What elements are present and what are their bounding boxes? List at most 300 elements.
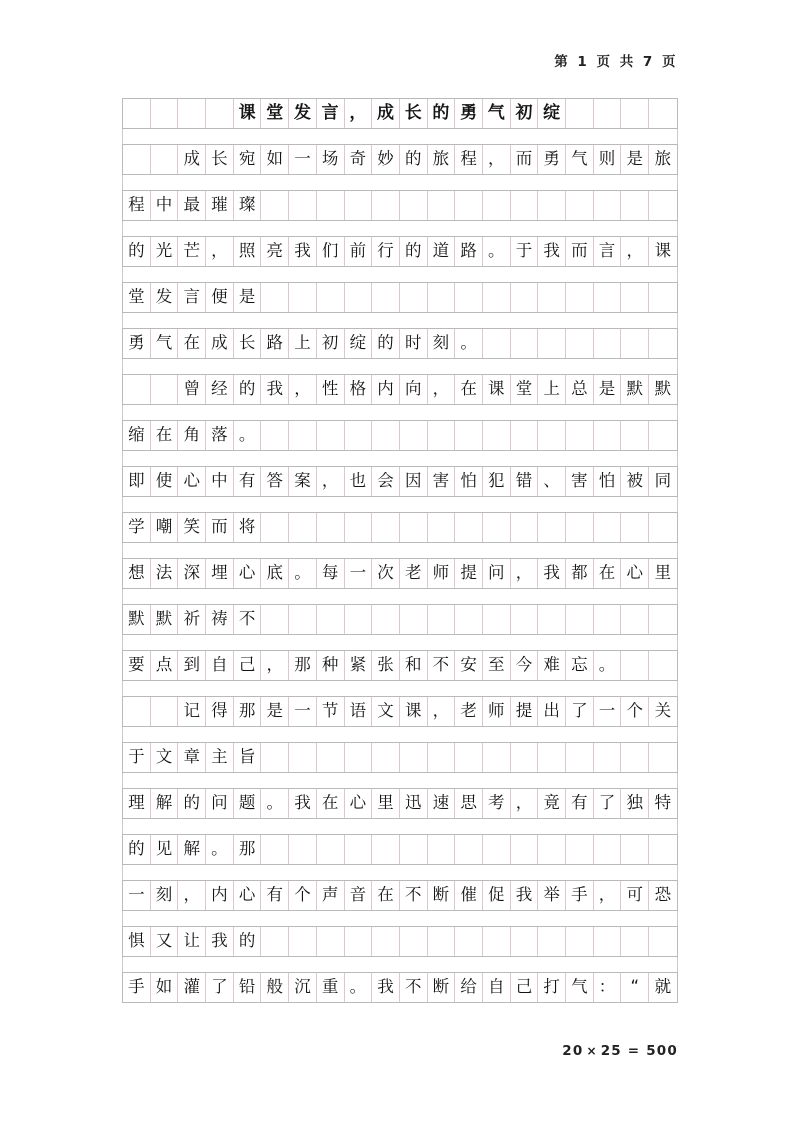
grid-cell-empty xyxy=(289,605,317,634)
grid-cell-char: 问 xyxy=(483,559,511,588)
grid-cell-char: 了 xyxy=(566,697,594,726)
grid-cell-empty xyxy=(621,513,649,542)
grid-cell-empty xyxy=(621,743,649,772)
grid-cell-char: 害 xyxy=(428,467,456,496)
manuscript-row-gutter xyxy=(122,865,678,880)
grid-cell-empty xyxy=(538,513,566,542)
grid-cell-char: 的 xyxy=(234,927,262,956)
grid-cell-empty xyxy=(538,283,566,312)
grid-cell-char: 答 xyxy=(261,467,289,496)
grid-cell-char: 上 xyxy=(538,375,566,404)
manuscript-row-gutter xyxy=(122,911,678,926)
grid-cell-char: 惧 xyxy=(123,927,151,956)
grid-cell-empty xyxy=(511,421,539,450)
grid-cell-char: 格 xyxy=(345,375,373,404)
grid-cell-char: 学 xyxy=(123,513,151,542)
grid-cell-char: 断 xyxy=(428,881,456,910)
grid-cell-empty xyxy=(261,513,289,542)
grid-cell-char: 一 xyxy=(345,559,373,588)
grid-cell-char: 一 xyxy=(289,697,317,726)
grid-cell-empty xyxy=(511,835,539,864)
grid-cell-char: 祷 xyxy=(206,605,234,634)
grid-cell-char: 。 xyxy=(455,329,483,358)
grid-cell-empty xyxy=(455,283,483,312)
grid-cell-empty xyxy=(123,697,151,726)
grid-cell-char: 课 xyxy=(483,375,511,404)
grid-cell-char: 关 xyxy=(654,701,672,721)
grid-cell-empty xyxy=(261,835,289,864)
grid-cell-empty xyxy=(594,513,622,542)
grid-cell-char: ， xyxy=(289,375,317,404)
grid-cell-char: 于 xyxy=(511,237,539,266)
grid-cell-empty xyxy=(511,605,539,634)
grid-cell-empty xyxy=(621,191,649,220)
grid-cell-char: 手 xyxy=(123,973,151,1002)
grid-cell-char: 每 xyxy=(317,559,345,588)
manuscript-row-gutter xyxy=(122,635,678,650)
grid-cell-char: 总 xyxy=(566,375,594,404)
grid-cell-char: 老 xyxy=(455,697,483,726)
grid-cell-char: 被 xyxy=(621,467,649,496)
grid-cell-char: 初 xyxy=(317,329,345,358)
grid-cell-empty xyxy=(400,421,428,450)
grid-cell-empty xyxy=(649,927,677,956)
grid-cell-char: 绽 xyxy=(538,99,566,128)
footer-equals: = xyxy=(627,1043,641,1059)
grid-cell-char: 也 xyxy=(345,467,373,496)
grid-cell-char: 宛 xyxy=(234,145,262,174)
grid-cell-char: 使 xyxy=(151,467,179,496)
grid-cell-empty xyxy=(566,283,594,312)
grid-cell-empty xyxy=(123,145,151,174)
grid-cell-char: 如 xyxy=(151,973,179,1002)
grid-cell-char: 程 xyxy=(123,191,151,220)
grid-cell-char: 成 xyxy=(372,99,400,128)
grid-cell-char: 促 xyxy=(483,881,511,910)
grid-cell-empty xyxy=(428,835,456,864)
grid-cell-char: 师 xyxy=(483,697,511,726)
grid-cell-char: 因 xyxy=(400,467,428,496)
grid-cell-empty xyxy=(483,927,511,956)
grid-cell-char: 我 xyxy=(538,237,566,266)
grid-cell-char: 举 xyxy=(538,881,566,910)
grid-cell-char: 那 xyxy=(234,835,262,864)
grid-cell-char: 催 xyxy=(455,881,483,910)
grid-cell-char: 怕 xyxy=(594,467,622,496)
grid-cell-empty xyxy=(151,99,179,128)
grid-cell-empty xyxy=(483,421,511,450)
grid-cell-char: 便 xyxy=(206,283,234,312)
grid-cell-char: 堂 xyxy=(261,99,289,128)
grid-cell-char: 而 xyxy=(566,237,594,266)
grid-cell-empty xyxy=(428,743,456,772)
grid-cell-empty xyxy=(483,743,511,772)
grid-cell-char: 自 xyxy=(206,651,234,680)
grid-cell-char: 铅 xyxy=(234,973,262,1002)
grid-cell-char: 、 xyxy=(538,467,566,496)
grid-cell-char: ， xyxy=(345,99,373,128)
grid-cell-char: 刻 xyxy=(151,881,179,910)
grid-cell-empty xyxy=(372,283,400,312)
manuscript-text-row xyxy=(122,190,678,221)
grid-cell-char: 光 xyxy=(151,237,179,266)
grid-cell-char: ， xyxy=(511,789,539,818)
manuscript-row-gutter xyxy=(122,773,678,788)
grid-cell-char: 想 xyxy=(123,559,151,588)
grid-cell-empty xyxy=(538,927,566,956)
grid-cell-char: 张 xyxy=(372,651,400,680)
grid-cell-char: ， xyxy=(483,145,511,174)
grid-cell-char: 向 xyxy=(400,375,428,404)
grid-cell-char: 音 xyxy=(345,881,373,910)
grid-cell-char: 如 xyxy=(261,145,289,174)
grid-cell-char: 的 xyxy=(178,789,206,818)
grid-cell-char: 的 xyxy=(123,237,151,266)
manuscript-row-gutter xyxy=(122,359,678,374)
grid-cell-empty xyxy=(372,835,400,864)
manuscript-text-row xyxy=(122,972,678,1003)
grid-cell-char: 绽 xyxy=(345,329,373,358)
grid-cell-char: 思 xyxy=(455,789,483,818)
grid-cell-empty xyxy=(372,605,400,634)
grid-cell-char: 见 xyxy=(151,835,179,864)
grid-cell-empty xyxy=(317,283,345,312)
footer-total: 500 xyxy=(646,1043,678,1059)
manuscript-row-gutter xyxy=(122,957,678,972)
grid-cell-empty xyxy=(206,99,234,128)
grid-cell-char: 言 xyxy=(594,237,622,266)
grid-cell-char: 在 xyxy=(372,881,400,910)
manuscript-text-row xyxy=(122,696,678,727)
grid-cell-empty xyxy=(594,191,622,220)
grid-cell-empty xyxy=(261,421,289,450)
grid-cell-char: 不 xyxy=(234,605,262,634)
manuscript-row-gutter xyxy=(122,451,678,466)
grid-cell-char: 记 xyxy=(178,697,206,726)
grid-cell-empty xyxy=(511,513,539,542)
grid-cell-empty xyxy=(621,605,649,634)
grid-cell-char: 祈 xyxy=(178,605,206,634)
grid-cell-char: 是 xyxy=(234,283,262,312)
grid-cell-char: 是 xyxy=(261,697,289,726)
manuscript-text-row xyxy=(122,512,678,543)
grid-cell-char: 即 xyxy=(123,467,151,496)
manuscript-text-row xyxy=(122,926,678,957)
grid-cell-char: 嘲 xyxy=(151,513,179,542)
grid-cell-char: 的 xyxy=(234,375,262,404)
grid-cell-char: 提 xyxy=(511,697,539,726)
grid-cell-char: 落 xyxy=(206,421,234,450)
grid-cell-char: 默 xyxy=(621,375,649,404)
grid-cell-empty xyxy=(621,927,649,956)
grid-cell-char: 点 xyxy=(151,651,179,680)
grid-cell-empty xyxy=(455,421,483,450)
grid-cell-char: 在 xyxy=(455,375,483,404)
grid-cell-char: 性 xyxy=(317,375,345,404)
grid-cell-empty xyxy=(289,421,317,450)
grid-cell-char: 在 xyxy=(594,559,622,588)
grid-cell-char: 灌 xyxy=(178,973,206,1002)
grid-cell-char: 心 xyxy=(345,789,373,818)
grid-cell-char: 章 xyxy=(178,743,206,772)
grid-cell-empty xyxy=(345,605,373,634)
grid-cell-char: 堂 xyxy=(123,283,151,312)
grid-cell-empty xyxy=(289,835,317,864)
grid-cell-char: 成 xyxy=(206,329,234,358)
grid-cell-char: 要 xyxy=(123,651,151,680)
grid-cell-empty xyxy=(566,99,594,128)
grid-cell-char: 内 xyxy=(206,881,234,910)
grid-cell-char: 。 xyxy=(234,421,262,450)
grid-cell-char: 勇 xyxy=(538,145,566,174)
grid-cell-char: 照 xyxy=(234,237,262,266)
grid-cell-char: 成 xyxy=(178,145,206,174)
grid-cell-char: 课 xyxy=(234,99,262,128)
grid-cell-char: 在 xyxy=(317,789,345,818)
grid-cell-empty xyxy=(428,421,456,450)
grid-cell-char: ， xyxy=(261,651,289,680)
grid-cell-empty xyxy=(455,191,483,220)
grid-cell-char: 行 xyxy=(372,237,400,266)
grid-cell-empty xyxy=(594,329,622,358)
manuscript-row-gutter xyxy=(122,405,678,420)
grid-cell-char: 程 xyxy=(455,145,483,174)
grid-cell-char: 恐 xyxy=(654,885,672,905)
grid-cell-empty xyxy=(483,513,511,542)
grid-cell-char: ， xyxy=(206,237,234,266)
grid-cell-char: 气 xyxy=(483,99,511,128)
grid-cell-empty xyxy=(289,283,317,312)
manuscript-row-gutter xyxy=(122,497,678,512)
grid-cell-empty xyxy=(566,605,594,634)
grid-cell-char: 默 xyxy=(654,379,672,399)
grid-cell-char: 璀 xyxy=(206,191,234,220)
grid-cell-char: 解 xyxy=(151,789,179,818)
grid-cell-char: 今 xyxy=(511,651,539,680)
grid-cell-char: 同 xyxy=(654,471,672,491)
grid-cell-char: 笑 xyxy=(178,513,206,542)
grid-cell-empty xyxy=(400,191,428,220)
manuscript-text-row xyxy=(122,328,678,359)
grid-cell-char: 堂 xyxy=(511,375,539,404)
grid-count-footer xyxy=(562,1043,678,1059)
grid-cell-char: ， xyxy=(428,375,456,404)
grid-cell-empty xyxy=(317,743,345,772)
grid-cell-char: 默 xyxy=(151,605,179,634)
grid-cell-empty xyxy=(317,927,345,956)
grid-cell-char: 到 xyxy=(178,651,206,680)
grid-cell-char: 自 xyxy=(483,973,511,1002)
grid-cell-char: 个 xyxy=(289,881,317,910)
grid-cell-char: 老 xyxy=(400,559,428,588)
grid-cell-empty xyxy=(317,605,345,634)
manuscript-row-gutter xyxy=(122,589,678,604)
grid-cell-empty xyxy=(649,99,677,128)
grid-cell-char: 问 xyxy=(206,789,234,818)
grid-cell-char: 文 xyxy=(372,697,400,726)
grid-cell-empty xyxy=(372,421,400,450)
grid-cell-empty xyxy=(621,651,649,680)
manuscript-text-row xyxy=(122,374,678,405)
grid-cell-char: 次 xyxy=(372,559,400,588)
grid-cell-char: 理 xyxy=(123,789,151,818)
manuscript-text-row xyxy=(122,604,678,635)
grid-cell-empty xyxy=(151,375,179,404)
grid-cell-char: 亮 xyxy=(261,237,289,266)
grid-cell-char: 将 xyxy=(234,513,262,542)
grid-cell-empty xyxy=(566,421,594,450)
grid-cell-char: 经 xyxy=(206,375,234,404)
grid-cell-char: 法 xyxy=(151,559,179,588)
grid-cell-char: 沉 xyxy=(289,973,317,1002)
grid-cell-char: 文 xyxy=(151,743,179,772)
grid-cell-char: 芒 xyxy=(178,237,206,266)
manuscript-grid xyxy=(122,98,678,1003)
grid-cell-empty xyxy=(649,191,677,220)
grid-cell-char: 有 xyxy=(566,789,594,818)
grid-cell-char: 课 xyxy=(654,241,672,261)
grid-cell-char: 紧 xyxy=(345,651,373,680)
grid-cell-char: ， xyxy=(428,697,456,726)
grid-cell-empty xyxy=(428,605,456,634)
grid-cell-empty xyxy=(455,835,483,864)
grid-cell-char: 。 xyxy=(261,789,289,818)
grid-cell-char: 长 xyxy=(234,329,262,358)
grid-cell-empty xyxy=(594,605,622,634)
grid-cell-char: 难 xyxy=(538,651,566,680)
grid-cell-char: 一 xyxy=(594,697,622,726)
grid-cell-char: 言 xyxy=(317,99,345,128)
manuscript-text-row xyxy=(122,742,678,773)
grid-cell-char: 我 xyxy=(372,973,400,1002)
grid-cell-empty xyxy=(594,421,622,450)
grid-cell-empty xyxy=(483,329,511,358)
grid-cell-char: 的 xyxy=(123,835,151,864)
grid-cell-char: 奇 xyxy=(345,145,373,174)
grid-cell-char: 不 xyxy=(428,651,456,680)
grid-cell-empty xyxy=(151,697,179,726)
grid-cell-char: 打 xyxy=(538,973,566,1002)
grid-cell-empty xyxy=(538,743,566,772)
grid-cell-char: 师 xyxy=(428,559,456,588)
grid-cell-char: 内 xyxy=(372,375,400,404)
grid-cell-char: 。 xyxy=(345,973,373,1002)
grid-cell-empty xyxy=(649,835,677,864)
grid-cell-char: 最 xyxy=(178,191,206,220)
grid-cell-empty xyxy=(594,283,622,312)
grid-cell-char: 题 xyxy=(234,789,262,818)
manuscript-text-row xyxy=(122,282,678,313)
grid-cell-char: 。 xyxy=(289,559,317,588)
grid-cell-char: 和 xyxy=(400,651,428,680)
grid-cell-char: 则 xyxy=(594,145,622,174)
grid-cell-empty xyxy=(566,835,594,864)
grid-cell-empty xyxy=(511,329,539,358)
grid-cell-empty xyxy=(594,835,622,864)
grid-cell-char: 断 xyxy=(428,973,456,1002)
grid-cell-char: 就 xyxy=(654,977,672,997)
grid-cell-char: 让 xyxy=(178,927,206,956)
grid-cell-char: 初 xyxy=(511,99,539,128)
grid-cell-char: 得 xyxy=(206,697,234,726)
grid-cell-char: 场 xyxy=(317,145,345,174)
grid-cell-empty xyxy=(511,191,539,220)
grid-cell-char: 中 xyxy=(151,191,179,220)
grid-cell-empty xyxy=(261,605,289,634)
manuscript-text-row xyxy=(122,834,678,865)
grid-cell-empty xyxy=(566,927,594,956)
grid-cell-char: 。 xyxy=(483,237,511,266)
manuscript-row-gutter xyxy=(122,819,678,834)
grid-cell-char: 个 xyxy=(621,697,649,726)
grid-cell-empty xyxy=(345,743,373,772)
grid-cell-empty xyxy=(538,605,566,634)
grid-cell-char: 旨 xyxy=(234,743,262,772)
grid-cell-empty xyxy=(511,283,539,312)
grid-cell-char: 。 xyxy=(594,651,622,680)
grid-cell-empty xyxy=(566,513,594,542)
grid-cell-char: 考 xyxy=(483,789,511,818)
page-number-header: 第 1 页 共 7 页 xyxy=(554,54,678,70)
grid-cell-char: 错 xyxy=(511,467,539,496)
grid-cell-empty xyxy=(649,513,677,542)
grid-cell-empty xyxy=(483,191,511,220)
grid-cell-empty xyxy=(428,927,456,956)
grid-cell-empty xyxy=(400,605,428,634)
grid-cell-char: 都 xyxy=(566,559,594,588)
grid-cell-char: 缩 xyxy=(123,421,151,450)
grid-cell-char: 语 xyxy=(345,697,373,726)
manuscript-text-row xyxy=(122,558,678,589)
grid-cell-empty xyxy=(594,927,622,956)
grid-cell-empty xyxy=(649,651,677,680)
grid-cell-char: 长 xyxy=(400,99,428,128)
grid-cell-char: 们 xyxy=(317,237,345,266)
grid-cell-char: 刻 xyxy=(428,329,456,358)
manuscript-text-row xyxy=(122,236,678,267)
grid-cell-char: 底 xyxy=(261,559,289,588)
grid-cell-char: 的 xyxy=(372,329,400,358)
grid-cell-empty xyxy=(455,743,483,772)
grid-cell-char: 一 xyxy=(123,881,151,910)
grid-cell-char: 那 xyxy=(234,697,262,726)
grid-cell-char: 是 xyxy=(621,145,649,174)
grid-cell-char: 害 xyxy=(566,467,594,496)
grid-cell-char: 独 xyxy=(621,789,649,818)
grid-cell-empty xyxy=(400,283,428,312)
grid-cell-char: 于 xyxy=(123,743,151,772)
grid-cell-empty xyxy=(289,191,317,220)
multiply-icon: × xyxy=(586,1044,598,1058)
grid-cell-char: 竟 xyxy=(538,789,566,818)
grid-cell-empty xyxy=(511,743,539,772)
grid-cell-empty xyxy=(345,927,373,956)
grid-cell-empty xyxy=(400,927,428,956)
grid-cell-char: 了 xyxy=(206,973,234,1002)
manuscript-text-row xyxy=(122,788,678,819)
grid-cell-char: 至 xyxy=(483,651,511,680)
grid-cell-char: ， xyxy=(594,881,622,910)
grid-cell-empty xyxy=(345,283,373,312)
grid-cell-empty xyxy=(345,191,373,220)
grid-cell-char: 心 xyxy=(178,467,206,496)
grid-cell-empty xyxy=(261,927,289,956)
grid-cell-char: 气 xyxy=(566,973,594,1002)
grid-cell-empty xyxy=(289,927,317,956)
grid-cell-char: 己 xyxy=(511,973,539,1002)
grid-cell-empty xyxy=(372,743,400,772)
grid-cell-char: 上 xyxy=(289,329,317,358)
